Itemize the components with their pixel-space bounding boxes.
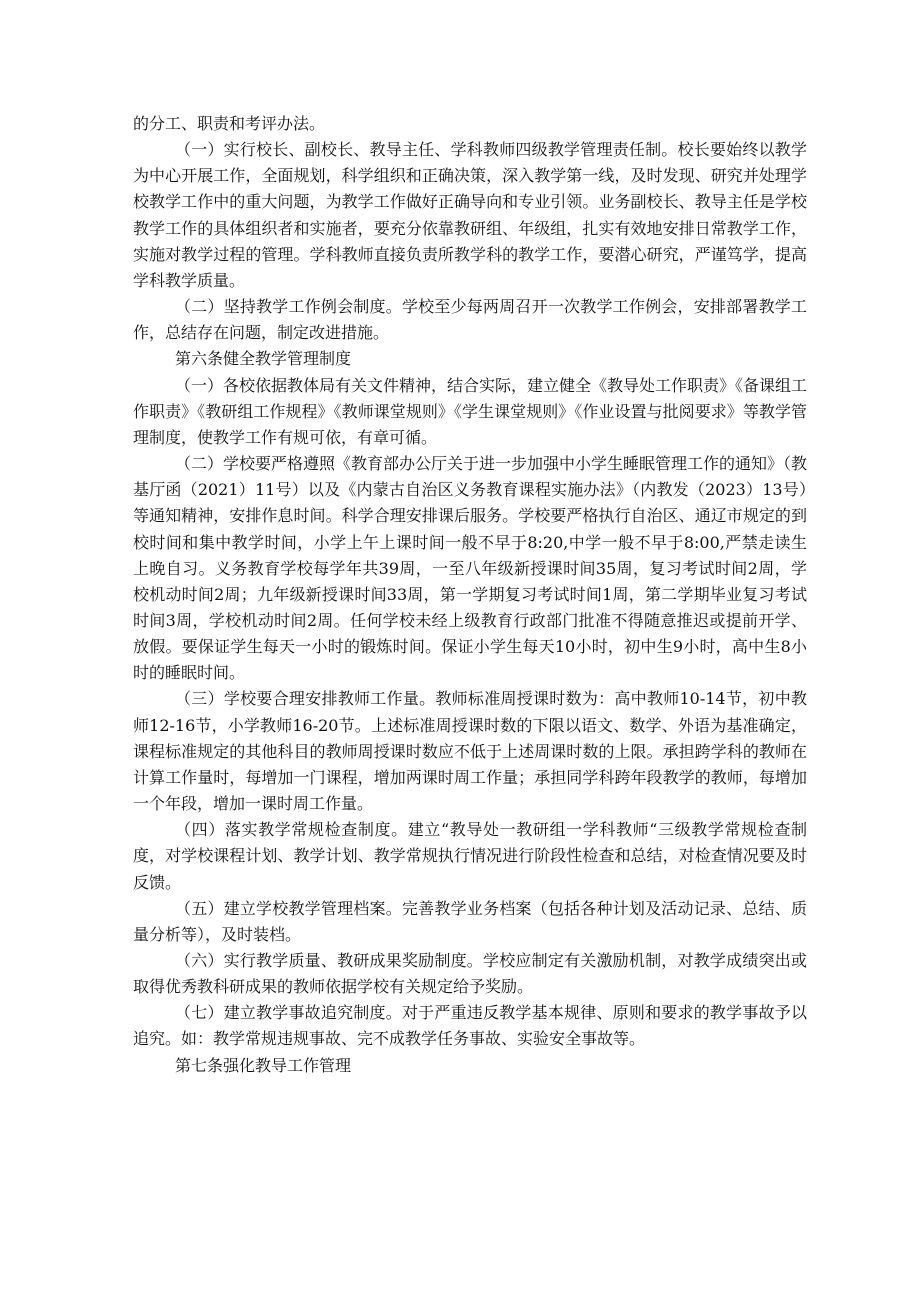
paragraph-1: （一）实行校长、副校长、教导主任、学科教师四级教学管理责任制。校长要始终以教学为中心开展工作，全面规划，科学组织和正确决策，深入教学第一线，及时发现、研究并处理学校教学工作中的重大问题，为教学工作做好正确导向和专业引领。业务副校长、教导主任是学校教学工作的具体组织者和实施者，要充分依靠教研组、年级组，扎实有效地安排日常教学工作，实施对教学过程的管理。学科教师直接负责所教学科的教学工作，要潜心研究，严谨笃学，提高学科教学质量。 [133,140,807,290]
article-7-heading: 第七条强化教导工作管理 [175,1055,352,1075]
paragraph-2: （二）坚持教学工作例会制度。学校至少每两周召开一次教学工作例会，安排部署教学工作，总结存在问题，制定改进措施。 [133,297,807,343]
paragraph-7: （四）落实教学常规检查制度。建立“教导处一教研组一学科教师“三级教学常规检查制度，对学校课程计划、教学计划、教学常规执行情况进行阶段性检查和总结，对检查情况要及时反馈。 [133,820,807,892]
paragraph-5: （二）学校要严格遵照《教育部办公厅关于进一步加强中小学生睡眠管理工作的通知》（教基厅函（2021）11号）以及《内蒙古自治区义务教育课程实施办法》（内教发（2023）13号）等通知精神，安排作息时间。科学合理安排课后服务。学校要严格执行自治区、通辽市规定的到校时间和集中教学时间，小学上午上课时间一般不早于8:20,中学一般不早于8:00,严禁走读生上晚自习。义务教育学校每学年共39周，一至八年级新授课时间35周，复习考试时间2周，学校机动时间2周；九年级新授课时间33周，第一学期复习考试时间1周，第二学期毕业复习考试时间3周，学校机动时间2周。任何学校未经上级教育行政部门批准不得随意推迟或提前开学、放假。要保证学生每天一小时的锻炼时间。保证小学生每天10小时，初中生9小时，高中生8小时的睡眠时间。 [133,454,808,683]
paragraph-9: （六）实行教学质量、教研成果奖励制度。学校应制定有关激励机制，对教学成绩突出或取得优秀教科研成果的教师依据学校有关规定给予奖励。 [133,951,807,997]
paragraph-4: （一）各校依据教体局有关文件精神，结合实际，建立健全《教导处工作职责》《备课组工作职责》《教研组工作规程》《教师课堂规则》《学生课堂规则》《作业设置与批阅要求》等教学管理制度，使教学工作有规可依，有章可循。 [133,375,808,447]
paragraph-0: 的分工、职责和考评办法。 [133,114,326,133]
paragraph-10: （七）建立教学事故追究制度。对于严重违反教学基本规律、原则和要求的教学事故予以追究。如：教学常规违规事故、完不成教学任务事故、实验安全事故等。 [133,1003,807,1049]
paragraph-6: （三）学校要合理安排教师工作量。教师标准周授课时数为：高中教师10-14节，初中教师12-16节，小学教师16-20节。上述标准周授课时数的下限以语文、数学、外语为基准确定，课程标准规定的其他科目的教师周授课时数应不低于上述周课时数的上限。承担跨学科的教师在计算工作量时，每增加一门课程，增加两课时周工作量；承担同学科跨年段教学的教师，每增加一个年段，增加一课时周工作量。 [133,689,807,814]
document-body [133,111,807,1079]
article-6-heading: 第六条健全教学管理制度 [175,349,352,369]
paragraph-8: （五）建立学校教学管理档案。完善教学业务档案（包括各种计划及活动记录、总结、质量分析等），及时装档。 [133,898,807,944]
